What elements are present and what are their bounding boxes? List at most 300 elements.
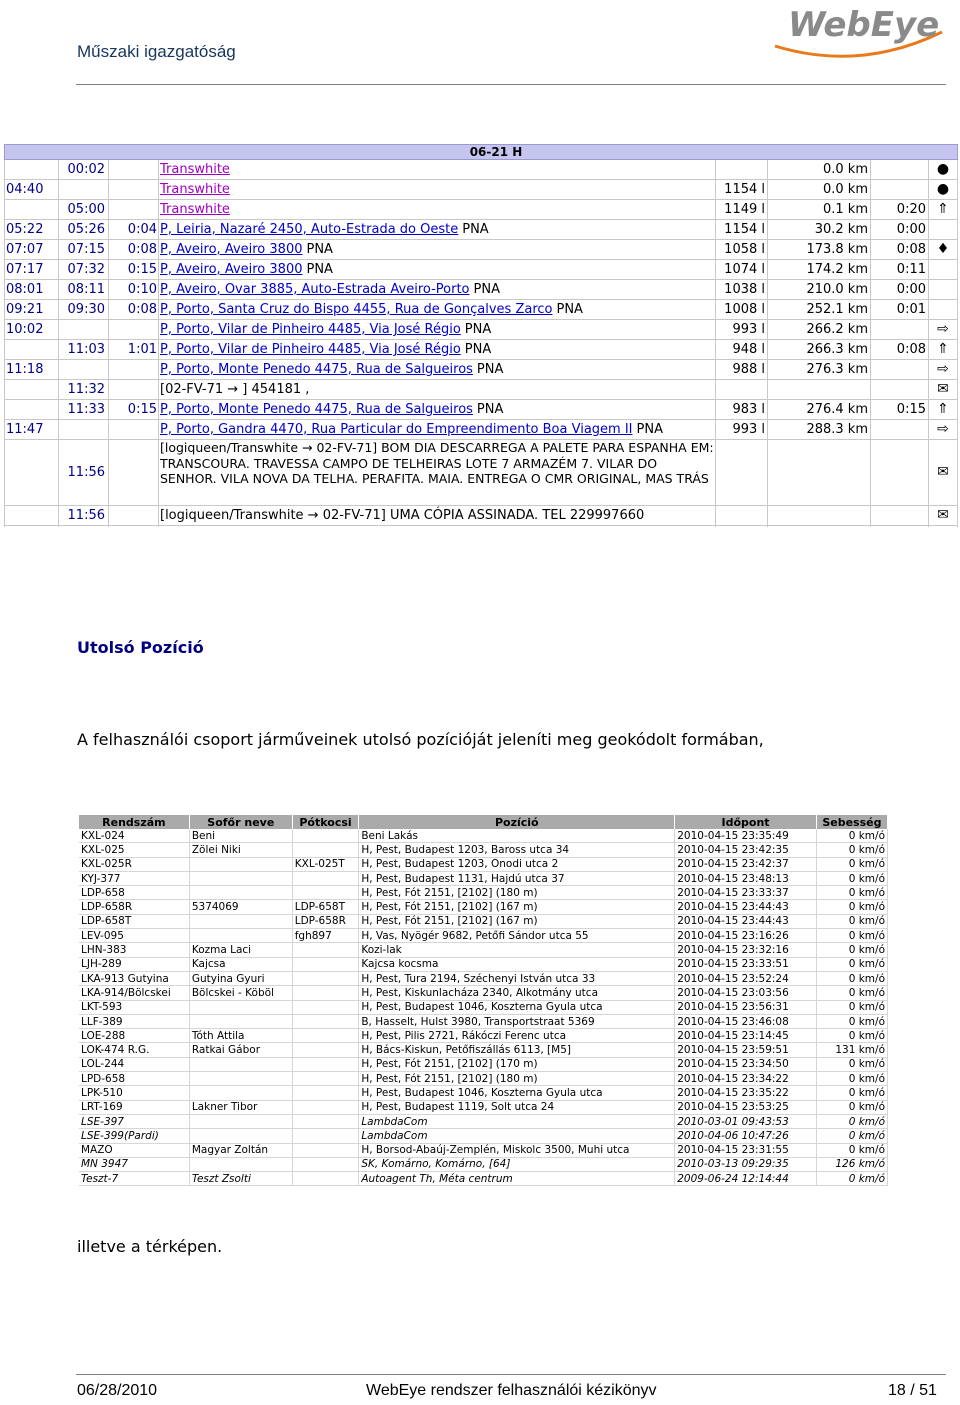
cell-position: B, Hasselt, Hulst 3980, Transportstraat 5369	[359, 1014, 675, 1028]
cell-plate: LHN-383	[79, 943, 189, 957]
cell-position: H, Vas, Nyögér 9682, Petőfi Sándor utca 55	[359, 929, 675, 943]
cell-speed: 0 km/ó	[816, 1100, 887, 1114]
trip-location-link[interactable]: P, Porto, Santa Cruz do Bispo 4455, Rua de Gonçalves Zarco	[160, 302, 553, 317]
cell-trailer	[292, 1014, 359, 1028]
trip-location-cell	[158, 440, 715, 505]
trip-start-time: 08:01	[6, 282, 44, 297]
table-row[interactable]	[79, 843, 888, 857]
cell-speed: 0 km/ó	[816, 943, 887, 957]
section-paragraph-2: illetve a térképen.	[77, 1237, 223, 1256]
table-row[interactable]	[79, 1114, 888, 1128]
trip-fuel: 1154 l	[724, 182, 765, 197]
trip-stop-time	[870, 380, 928, 399]
trip-row	[4, 340, 958, 360]
trip-log-table	[4, 144, 958, 527]
trip-log-body	[4, 160, 958, 526]
cell-time: 2010-03-01 09:43:53	[675, 1114, 817, 1128]
trip-stop-time: 0:11	[896, 262, 926, 277]
table-row[interactable]	[79, 1129, 888, 1143]
trip-location-link[interactable]: P, Porto, Monte Penedo 4475, Rua de Salgueiros	[160, 362, 473, 377]
cell-trailer: LDP-658T	[292, 900, 359, 914]
trip-location-cell	[158, 200, 715, 219]
cell-position: Autoagent Th, Méta centrum	[359, 1172, 675, 1186]
table-row[interactable]	[79, 943, 888, 957]
cell-time: 2010-03-13 09:29:35	[675, 1157, 817, 1171]
trip-location-cell	[158, 420, 715, 439]
trip-row	[4, 220, 958, 240]
trip-odometer: 30.2 km	[814, 222, 868, 237]
cell-time: 2010-04-15 23:44:43	[675, 914, 817, 928]
cell-speed: 0 km/ó	[816, 971, 887, 985]
cell-trailer	[292, 1172, 359, 1186]
cell-time: 2010-04-15 23:34:50	[675, 1057, 817, 1071]
trip-message: [logiqueen/Transwhite → 02-FV-71] UMA CÓPIA ASSINADA. TEL 229997660	[160, 508, 645, 523]
cell-position: H, Pest, Tura 2194, Széchenyi István utca 33	[359, 971, 675, 985]
trip-start-time: 07:07	[6, 242, 44, 257]
trip-message: [02-FV-71 → ] 454181 ,	[160, 382, 310, 397]
trip-fuel: 1074 l	[724, 262, 765, 277]
cell-position: H, Pest, Budapest 1131, Hajdú utca 37	[359, 871, 675, 885]
trip-start-time: 11:47	[6, 422, 44, 437]
cell-time: 2009-06-24 12:14:44	[675, 1172, 817, 1186]
cell-time: 2010-04-15 23:35:22	[675, 1086, 817, 1100]
cell-time: 2010-04-15 23:52:24	[675, 971, 817, 985]
cell-speed: 0 km/ó	[816, 900, 887, 914]
trip-end-time: 11:33	[67, 402, 105, 417]
empty-icon-cell	[928, 300, 958, 319]
trip-fuel	[715, 440, 767, 505]
trip-location-link[interactable]: Transwhite	[160, 162, 230, 177]
table-row[interactable]	[79, 971, 888, 985]
cell-position: H, Pest, Pilis 2721, Rákóczi Ferenc utca	[359, 1029, 675, 1043]
trip-row	[4, 180, 958, 200]
table-row[interactable]	[79, 871, 888, 885]
trip-location-cell	[158, 220, 715, 239]
cell-time: 2010-04-15 23:48:13	[675, 871, 817, 885]
cell-position: H, Pest, Budapest 1046, Koszterna Gyula utca	[359, 1086, 675, 1100]
mail-icon: ✉	[937, 464, 949, 480]
cell-speed: 0 km/ó	[816, 829, 887, 843]
cell-speed: 0 km/ó	[816, 886, 887, 900]
trip-odometer: 276.4 km	[806, 402, 868, 417]
trip-duration: 0:15	[127, 402, 157, 417]
table-row[interactable]	[79, 986, 888, 1000]
trip-start-time	[4, 340, 58, 359]
trip-location-link[interactable]: P, Leiria, Nazaré 2450, Auto-Estrada do Oeste	[160, 222, 459, 237]
position-table-body	[79, 829, 888, 1186]
table-row[interactable]	[79, 957, 888, 971]
trip-duration	[108, 440, 158, 505]
trip-location-suffix: PNA	[464, 342, 492, 357]
footer-rule	[76, 1374, 946, 1375]
trip-end-time	[58, 180, 108, 199]
cell-trailer	[292, 1157, 359, 1171]
trip-stop-time: 0:08	[896, 342, 926, 357]
column-header[interactable]: Sebesség	[816, 815, 887, 829]
table-row[interactable]	[79, 1000, 888, 1014]
cell-driver	[189, 1014, 292, 1028]
trip-odometer: 173.8 km	[806, 242, 868, 257]
trip-row	[4, 440, 958, 506]
cell-plate: LOE-288	[79, 1029, 189, 1043]
cell-speed: 0 km/ó	[816, 957, 887, 971]
trip-stop-time	[870, 506, 928, 525]
cell-driver: Zölei Niki	[189, 843, 292, 857]
trip-row	[4, 280, 958, 300]
dot-icon: ●	[936, 161, 950, 177]
cell-position: H, Pest, Budapest 1046, Koszterna Gyula utca	[359, 1000, 675, 1014]
trip-location-link[interactable]: P, Porto, Vilar de Pinheiro 4485, Via José Régio	[160, 342, 461, 357]
trip-stop-time: 0:00	[896, 222, 926, 237]
trip-duration: 1:01	[127, 342, 157, 357]
trip-end-time: 11:32	[67, 382, 105, 397]
trip-location-suffix: PNA	[476, 362, 504, 377]
cell-driver: 5374069	[189, 900, 292, 914]
cell-plate: LRT-169	[79, 1100, 189, 1114]
cell-trailer	[292, 1043, 359, 1057]
trip-location-cell	[158, 180, 715, 199]
cell-speed: 0 km/ó	[816, 857, 887, 871]
trip-end-time: 11:56	[67, 508, 105, 523]
trip-duration: 0:10	[127, 282, 157, 297]
footer-title: WebEye rendszer felhasználói kézikönyv	[366, 1382, 657, 1399]
trip-row	[4, 260, 958, 280]
trip-odometer: 174.2 km	[806, 262, 868, 277]
footer-page-number: 18 / 51	[888, 1382, 937, 1399]
mail-icon: ✉	[937, 381, 949, 397]
cell-driver: Lakner Tibor	[189, 1100, 292, 1114]
cell-speed: 0 km/ó	[816, 871, 887, 885]
trip-fuel: 948 l	[732, 342, 765, 357]
arrow-right-icon: ⇨	[937, 421, 949, 437]
cell-driver	[189, 1157, 292, 1171]
trip-fuel	[715, 380, 767, 399]
table-row[interactable]	[79, 1086, 888, 1100]
trip-location-cell	[158, 240, 715, 259]
trip-end-time	[58, 420, 108, 439]
cell-speed: 0 km/ó	[816, 843, 887, 857]
cell-position: H, Pest, Fót 2151, [2102] (170 m)	[359, 1057, 675, 1071]
trip-location-cell	[158, 320, 715, 339]
table-row[interactable]	[79, 1172, 888, 1186]
trip-fuel	[715, 160, 767, 179]
trip-fuel: 1038 l	[724, 282, 765, 297]
cell-position: H, Borsod-Abaúj-Zemplén, Miskolc 3500, Muhi utca	[359, 1143, 675, 1157]
trip-date-header: 06-21 H	[4, 144, 958, 160]
column-header[interactable]: Időpont	[675, 815, 817, 829]
cell-time: 2010-04-15 23:44:43	[675, 900, 817, 914]
cell-driver	[189, 1086, 292, 1100]
trip-location-link[interactable]: P, Porto, Vilar de Pinheiro 4485, Via José Régio	[160, 322, 461, 337]
table-row[interactable]	[79, 857, 888, 871]
cell-speed: 0 km/ó	[816, 1000, 887, 1014]
cell-driver: Ratkai Gábor	[189, 1043, 292, 1057]
trip-odometer: 266.3 km	[806, 342, 868, 357]
cell-speed: 0 km/ó	[816, 1086, 887, 1100]
cell-position: H, Pest, Kiskunlacháza 2340, Alkotmány utca	[359, 986, 675, 1000]
trip-end-time: 00:02	[67, 162, 105, 177]
trip-location-cell	[158, 340, 715, 359]
dot-icon: ●	[936, 181, 950, 197]
cell-trailer	[292, 1072, 359, 1086]
trip-duration	[108, 160, 158, 179]
table-row[interactable]	[79, 1072, 888, 1086]
cell-time: 2010-04-15 23:32:16	[675, 943, 817, 957]
table-row[interactable]	[79, 900, 888, 914]
cell-speed: 0 km/ó	[816, 986, 887, 1000]
trip-location-link[interactable]: P, Porto, Monte Penedo 4475, Rua de Salgueiros	[160, 402, 473, 417]
cell-time: 2010-04-15 23:46:08	[675, 1014, 817, 1028]
trip-location-suffix: PNA	[464, 322, 492, 337]
trip-duration	[108, 180, 158, 199]
trip-duration: 0:04	[127, 222, 157, 237]
trip-stop-time	[870, 440, 928, 505]
trip-stop-time: 0:20	[896, 202, 926, 217]
cell-driver	[189, 929, 292, 943]
cell-speed: 131 km/ó	[816, 1043, 887, 1057]
trip-location-link[interactable]: Transwhite	[160, 182, 230, 197]
trip-location-suffix: PNA	[476, 402, 504, 417]
trip-start-time	[4, 440, 58, 505]
trip-odometer: 210.0 km	[806, 282, 868, 297]
cell-trailer: LDP-658R	[292, 914, 359, 928]
trip-location-cell	[158, 360, 715, 379]
trip-location-link[interactable]: P, Aveiro, Aveiro 3800	[160, 242, 303, 257]
cell-trailer: fgh897	[292, 929, 359, 943]
cell-plate: MN 3947	[79, 1157, 189, 1171]
cell-plate: LPK-510	[79, 1086, 189, 1100]
trip-duration	[108, 200, 158, 219]
cell-driver: Bölcskei - Köböl	[189, 986, 292, 1000]
table-row[interactable]	[79, 829, 888, 843]
cell-driver	[189, 1072, 292, 1086]
cell-trailer	[292, 843, 359, 857]
trip-fuel	[715, 506, 767, 525]
cell-time: 2010-04-15 23:56:31	[675, 1000, 817, 1014]
last-position-table	[79, 815, 888, 1186]
cell-time: 2010-04-15 23:42:37	[675, 857, 817, 871]
trip-duration	[108, 320, 158, 339]
trip-location-link[interactable]: Transwhite	[160, 202, 230, 217]
trip-stop-time	[870, 420, 928, 439]
table-row[interactable]	[79, 1100, 888, 1114]
cell-speed: 0 km/ó	[816, 1014, 887, 1028]
cell-driver: Tóth Attila	[189, 1029, 292, 1043]
cell-speed: 0 km/ó	[816, 914, 887, 928]
cell-plate: LDP-658R	[79, 900, 189, 914]
webeye-logo	[770, 2, 950, 62]
trip-end-time: 07:32	[67, 262, 105, 277]
header-rule	[76, 84, 946, 85]
cell-time: 2010-04-15 23:59:51	[675, 1043, 817, 1057]
cell-trailer	[292, 1143, 359, 1157]
trip-start-time: 04:40	[6, 182, 44, 197]
trip-location-suffix: PNA	[473, 282, 500, 297]
trip-end-time: 05:00	[67, 202, 105, 217]
trip-location-suffix: PNA	[636, 422, 663, 437]
table-row[interactable]	[79, 1043, 888, 1057]
trip-end-time: 05:26	[67, 222, 105, 237]
trip-duration	[108, 420, 158, 439]
trip-stop-time	[870, 180, 928, 199]
cell-plate: Teszt-7	[79, 1172, 189, 1186]
trip-location-suffix: PNA	[556, 302, 583, 317]
trip-fuel: 983 l	[732, 402, 765, 417]
trip-duration: 0:08	[127, 242, 157, 257]
trip-odometer	[767, 506, 870, 525]
cell-trailer	[292, 886, 359, 900]
trip-location-suffix: PNA	[306, 262, 333, 277]
trip-stop-time	[870, 360, 928, 379]
mail-icon: ✉	[937, 507, 949, 523]
arrow-up-icon: ⇑	[937, 201, 949, 217]
trip-start-time	[4, 380, 58, 399]
trip-fuel: 1058 l	[724, 242, 765, 257]
cell-speed: 0 km/ó	[816, 1143, 887, 1157]
table-row[interactable]	[79, 1057, 888, 1071]
trip-location-link[interactable]: P, Aveiro, Ovar 3885, Auto-Estrada Aveiro-Porto	[160, 282, 470, 297]
cell-position: Beni Lakás	[359, 829, 675, 843]
cell-plate: LJH-289	[79, 957, 189, 971]
cell-plate: LDP-658T	[79, 914, 189, 928]
cell-position: H, Bács-Kiskun, Petőfiszállás 6113, [M5]	[359, 1043, 675, 1057]
section-paragraph: A felhasználói csoport járműveinek utolsó pozícióját jeleníti meg geokódolt formában,	[77, 730, 764, 749]
cell-position: Kajcsa kocsma	[359, 957, 675, 971]
table-row[interactable]	[79, 914, 888, 928]
cell-trailer	[292, 1114, 359, 1128]
arrow-right-icon: ⇨	[937, 321, 949, 337]
cell-plate: LOL-244	[79, 1057, 189, 1071]
cell-time: 2010-04-15 23:03:56	[675, 986, 817, 1000]
table-row[interactable]	[79, 1143, 888, 1157]
table-row[interactable]	[79, 886, 888, 900]
trip-duration	[108, 506, 158, 525]
trip-location-link[interactable]: P, Porto, Gandra 4470, Rua Particular do Empreendimento Boa Viagem II	[160, 422, 633, 437]
cell-driver: Gutyina Gyuri	[189, 971, 292, 985]
cell-position: LambdaCom	[359, 1114, 675, 1128]
trip-duration	[108, 380, 158, 399]
empty-icon-cell	[928, 220, 958, 239]
trip-location-suffix: PNA	[462, 222, 489, 237]
cell-driver	[189, 914, 292, 928]
trip-start-time	[4, 400, 58, 419]
trip-duration: 0:08	[127, 302, 157, 317]
cell-speed: 0 km/ó	[816, 1057, 887, 1071]
cell-time: 2010-04-15 23:42:35	[675, 843, 817, 857]
trip-start-time	[4, 506, 58, 525]
trip-location-cell	[158, 260, 715, 279]
diamond-icon: ♦	[936, 241, 950, 257]
trip-fuel: 993 l	[732, 422, 765, 437]
cell-position: SK, Komárno, Komárno, [64]	[359, 1157, 675, 1171]
trip-row	[4, 506, 958, 526]
cell-trailer	[292, 871, 359, 885]
cell-time: 2010-04-15 23:33:37	[675, 886, 817, 900]
trip-row	[4, 400, 958, 420]
cell-trailer	[292, 957, 359, 971]
table-row[interactable]	[79, 1014, 888, 1028]
cell-plate: LKA-913 Gutyina	[79, 971, 189, 985]
trip-start-time: 05:22	[6, 222, 44, 237]
column-header[interactable]: Pótkocsi	[292, 815, 359, 829]
header-title: Műszaki igazgatóság	[77, 42, 236, 61]
trip-row	[4, 320, 958, 340]
cell-plate: LOK-474 R.G.	[79, 1043, 189, 1057]
cell-plate: LKA-914/Bölcskei	[79, 986, 189, 1000]
empty-icon-cell	[928, 260, 958, 279]
cell-speed: 0 km/ó	[816, 1172, 887, 1186]
trip-fuel: 1154 l	[724, 222, 765, 237]
trip-message: [logiqueen/Transwhite → 02-FV-71] BOM DIA DESCARREGA A PALETE PARA ESPANHA EM: TRANSCOURA. TRAVESSA CAMPO DE TELHEIRAS LOTE 7 ARMAZÉM 7. VILAR DO SENHOR. VILA NOVA DA TELHA. PERAFITA. MAIA. ENTREGA O CMR ORIGINAL, MAS TRÁS	[160, 440, 714, 486]
table-row[interactable]	[79, 1029, 888, 1043]
cell-driver	[189, 1000, 292, 1014]
table-row[interactable]	[79, 1157, 888, 1171]
trip-stop-time: 0:01	[896, 302, 926, 317]
trip-row	[4, 200, 958, 220]
cell-speed: 126 km/ó	[816, 1157, 887, 1171]
cell-plate: LLF-389	[79, 1014, 189, 1028]
column-header[interactable]: Sofőr neve	[189, 815, 292, 829]
trip-start-time	[4, 160, 58, 179]
cell-driver: Magyar Zoltán	[189, 1143, 292, 1157]
logo-text: WebEye	[788, 5, 940, 45]
cell-plate: LSE-399(Pardi)	[79, 1129, 189, 1143]
cell-driver: Kajcsa	[189, 957, 292, 971]
cell-driver	[189, 857, 292, 871]
cell-speed: 0 km/ó	[816, 1114, 887, 1128]
trip-end-time: 07:15	[67, 242, 105, 257]
cell-position: H, Pest, Budapest 1203, Baross utca 34	[359, 843, 675, 857]
section-title: Utolsó Pozíció	[77, 638, 204, 657]
cell-time: 2010-04-15 23:53:25	[675, 1100, 817, 1114]
column-header[interactable]: Pozíció	[359, 815, 675, 829]
cell-plate: LPD-658	[79, 1072, 189, 1086]
trip-row	[4, 420, 958, 440]
cell-position: H, Pest, Fót 2151, [2102] (180 m)	[359, 886, 675, 900]
trip-odometer	[767, 380, 870, 399]
trip-location-cell	[158, 160, 715, 179]
position-table-header	[79, 815, 888, 829]
trip-odometer	[767, 440, 870, 505]
cell-time: 2010-04-06 10:47:26	[675, 1129, 817, 1143]
cell-position: H, Pest, Budapest 1119, Solt utca 24	[359, 1100, 675, 1114]
trip-stop-time: 0:08	[896, 242, 926, 257]
trip-stop-time	[870, 160, 928, 179]
cell-position: H, Pest, Fót 2151, [2102] (180 m)	[359, 1072, 675, 1086]
trip-odometer: 0.0 km	[823, 182, 868, 197]
cell-plate: KXL-025	[79, 843, 189, 857]
trip-odometer: 288.3 km	[806, 422, 868, 437]
cell-driver	[189, 871, 292, 885]
cell-speed: 0 km/ó	[816, 1129, 887, 1143]
cell-time: 2010-04-15 23:16:26	[675, 929, 817, 943]
cell-driver: Kozma Laci	[189, 943, 292, 957]
cell-driver	[189, 1129, 292, 1143]
trip-end-time: 09:30	[67, 302, 105, 317]
column-header[interactable]: Rendszám	[79, 815, 189, 829]
trip-row	[4, 160, 958, 180]
table-row[interactable]	[79, 929, 888, 943]
trip-stop-time	[870, 320, 928, 339]
trip-start-time: 09:21	[6, 302, 44, 317]
trip-location-link[interactable]: P, Aveiro, Aveiro 3800	[160, 262, 303, 277]
cell-driver	[189, 1114, 292, 1128]
trip-location-cell	[158, 300, 715, 319]
cell-plate: LKT-593	[79, 1000, 189, 1014]
cell-plate: KXL-024	[79, 829, 189, 843]
cell-speed: 0 km/ó	[816, 929, 887, 943]
cell-time: 2010-04-15 23:35:49	[675, 829, 817, 843]
